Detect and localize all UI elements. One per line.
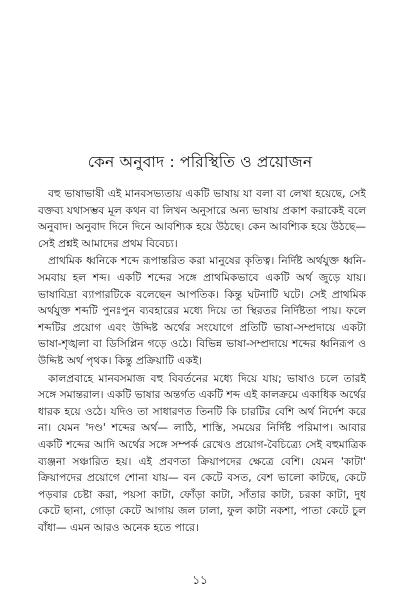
paragraph-1: বহু ভাষাভাষী এই মানবসভ্যতায় একটি ভাষায় যা বলা বা লেখা হয়েছে, সেই বক্তব্য যথাসম্ভব মূল কথন বা লিখন অনুসারে অন্য ভাষায় প্রকাশ করাকেই বলে অনুবাদ। অনুবাদ দিনে দিনে আবশ্যিক হয়ে উঠছে। কেন আবশ্যিক হয়ে উঠছে— সেই প্রশ্নই আমাদের প্রথম বিবেচ্য।: [38, 188, 366, 250]
paragraph-2: প্রাথমিক ধ্বনিকে শব্দে রূপান্তরিত করা মানুষের কৃতিত্ব। নির্দিষ্ট অর্থযুক্ত ধ্বনি-সমবায় হল শব্দ। একটি শব্দের সঙ্গে প্রাথমিকভাবে একটি অর্থ জুড়ে যায়। ভাষাবিদ্রা ব্যাপারটিকে বলেছেন আপতিক। কিন্তু ঘটনাটি ঘটে। সেই প্রাথমিক অর্থযুক্ত শব্দটি পুনঃপুন ব্যবহারের মধ্যে দিয়ে তা স্থিরতর নির্দিষ্টতা পায়। ফলে শব্দটির প্রয়োগ এবং উদ্দিষ্ট অর্থের সংযোগে প্রতিটি ভাষা-সম্প্রদায়ে একটা ভাষা-শৃঙ্খলা বা ডিসিপ্লিন গড়ে ওঠে। বিভিন্ন ভাষা-সম্প্রদায়ে শব্দের ধ্বনিরূপ ও উদ্দিষ্ট অর্থ পৃথক। কিন্তু প্রক্রিয়াটি একই।: [38, 255, 366, 367]
page-number: ১১: [192, 573, 208, 587]
body-text: [38, 186, 366, 556]
chapter-title: কেন অনুবাদ : পরিস্থিতি ও প্রয়োজন: [87, 153, 313, 171]
paragraph-3: কালপ্রবাহে মানবসমাজ বহু বিবর্তনের মধ্যে দিয়ে যায়; ভাষাও চলে তারই সঙ্গে সমান্তরাল। একটি ভাষার অন্তর্গত একটি শব্দ এই কালক্রমে একাধিক অর্থের ধারক হয়ে ওঠে। যদিও তা সাধারণত তিনটি কি চারটির বেশি অর্থ নির্দেশ করে না। যেমন 'দণ্ড' শব্দের অর্থ— লাঠি, শাস্তি, সময়ের নির্দিষ্ট পরিমাপ। আবার একটি শব্দের আদি অর্থের সঙ্গে সম্পর্ক রেখেও প্রয়োগ-বৈচিত্র্যে সেই বহুমাত্রিক ব্যঞ্জনা সঞ্চারিত হয়। এই প্রবণতা ক্রিয়াপদের ক্ষেত্রে বেশি। যেমন 'কাটা' ক্রিয়াপদের প্রয়োগে শোনা যায়— বন কেটে বসত, বেশ ভালো কাটছে, কেটে পড়বার চেষ্টা করা, পয়সা কাটা, ফোঁড়া কাটা, সাঁতার কাটা, চরকা কাটা, দুধ কেটে ছানা, গোড়া কেটে আগায় জল ঢালা, ফুল কাটা নকশা, পাতা কেটে চুল বাঁধা— এমন আরও অনেক হতে পারে।: [38, 372, 366, 534]
